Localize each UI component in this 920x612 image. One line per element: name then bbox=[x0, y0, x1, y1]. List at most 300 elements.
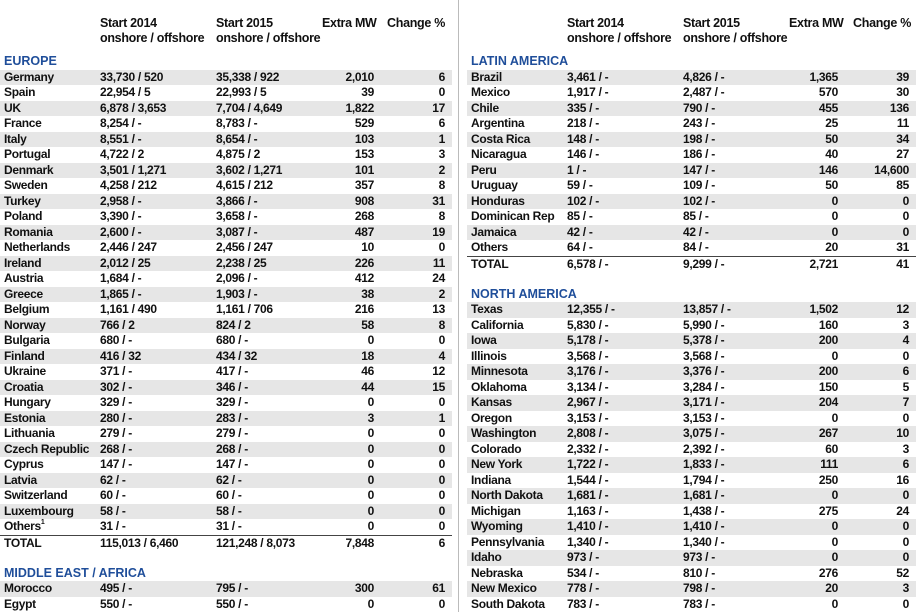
cell-extra-mw: 0 bbox=[367, 472, 374, 487]
table-row bbox=[0, 457, 452, 473]
table-row bbox=[0, 349, 452, 365]
cell-start-2014: 3,134 / - bbox=[567, 379, 609, 394]
row-label: Michigan bbox=[471, 503, 521, 518]
row-label: Iowa bbox=[471, 333, 497, 347]
cell-start-2014: 115,013 / 6,460 bbox=[100, 535, 179, 550]
cell-start-2015: 1,794 / - bbox=[683, 472, 725, 487]
cell-start-2014: 1,917 / - bbox=[567, 85, 609, 99]
cell-extra-mw: 2,721 bbox=[809, 256, 838, 271]
cell-extra-mw: 275 bbox=[818, 503, 838, 518]
cell-extra-mw: 0 bbox=[831, 410, 838, 425]
cell-start-2014: 2,600 / - bbox=[100, 224, 142, 239]
table-row bbox=[467, 70, 916, 86]
table-row bbox=[467, 116, 916, 132]
cell-start-2015: 5,990 / - bbox=[683, 317, 725, 332]
cell-start-2014: 12,355 / - bbox=[567, 302, 615, 316]
cell-change-pct: 10 bbox=[896, 426, 909, 440]
cell-start-2015: 147 / - bbox=[683, 162, 715, 177]
cell-extra-mw: 0 bbox=[367, 519, 374, 533]
cell-change-pct: 11 bbox=[432, 255, 445, 270]
cell-start-2015: 4,826 / - bbox=[683, 69, 725, 84]
cell-extra-mw: 50 bbox=[825, 131, 838, 146]
cell-start-2014: 335 / - bbox=[567, 100, 599, 115]
cell-start-2014: 146 / - bbox=[567, 147, 599, 161]
cell-start-2015: 102 / - bbox=[683, 193, 715, 208]
cell-extra-mw: 357 bbox=[354, 178, 374, 192]
cell-extra-mw: 160 bbox=[818, 317, 838, 332]
cell-start-2015: 13,857 / - bbox=[683, 302, 731, 316]
cell-start-2014: 3,176 / - bbox=[567, 364, 609, 378]
row-label: Czech Republic bbox=[4, 441, 90, 456]
cell-change-pct: 2 bbox=[438, 286, 445, 301]
cell-start-2014: 1,681 / - bbox=[567, 488, 609, 502]
table-row bbox=[0, 442, 452, 458]
footnote-marker: 1 bbox=[40, 519, 45, 526]
row-label: Peru bbox=[471, 162, 497, 177]
cell-start-2015: 186 / - bbox=[683, 147, 715, 161]
cell-start-2015: 279 / - bbox=[216, 426, 248, 440]
row-label: Turkey bbox=[4, 193, 41, 208]
table-row bbox=[0, 504, 452, 520]
table-row bbox=[0, 488, 452, 504]
row-label: Costa Rica bbox=[471, 131, 531, 146]
cell-start-2014: 534 / - bbox=[567, 565, 599, 580]
cell-change-pct: 0 bbox=[902, 224, 909, 239]
cell-extra-mw: 216 bbox=[354, 302, 374, 316]
cell-change-pct: 6 bbox=[902, 364, 909, 378]
cell-start-2015: 1,438 / - bbox=[683, 503, 725, 518]
cell-change-pct: 0 bbox=[902, 410, 909, 425]
cell-extra-mw: 204 bbox=[818, 395, 838, 409]
cell-start-2015: 5,378 / - bbox=[683, 333, 725, 347]
row-label: Hungary bbox=[4, 395, 51, 409]
cell-start-2014: 4,258 / 212 bbox=[100, 178, 157, 192]
cell-change-pct: 31 bbox=[896, 240, 909, 254]
cell-start-2015: 680 / - bbox=[216, 333, 248, 347]
row-label: Finland bbox=[4, 348, 45, 363]
table-row bbox=[467, 163, 916, 179]
cell-start-2014: 371 / - bbox=[100, 364, 132, 378]
cell-start-2014: 329 / - bbox=[100, 395, 132, 409]
cell-start-2015: 1,410 / - bbox=[683, 519, 725, 533]
cell-start-2015: 798 / - bbox=[683, 581, 715, 595]
right-table bbox=[467, 0, 916, 612]
cell-start-2014: 550 / - bbox=[100, 596, 132, 611]
table-row bbox=[0, 426, 452, 442]
cell-change-pct: 31 bbox=[432, 193, 445, 208]
cell-start-2014: 8,254 / - bbox=[100, 116, 142, 130]
cell-change-pct: 30 bbox=[896, 85, 909, 99]
cell-extra-mw: 153 bbox=[354, 147, 374, 161]
row-label: California bbox=[471, 317, 524, 332]
cell-change-pct: 7 bbox=[902, 395, 909, 409]
cell-extra-mw: 0 bbox=[831, 193, 838, 208]
row-label: Pennsylvania bbox=[471, 534, 545, 549]
cell-start-2015: 790 / - bbox=[683, 100, 715, 115]
table-row bbox=[0, 132, 452, 148]
cell-extra-mw: 268 bbox=[354, 209, 374, 223]
cell-start-2014: 783 / - bbox=[567, 596, 599, 611]
cell-start-2015: 8,783 / - bbox=[216, 116, 258, 130]
cell-extra-mw: 101 bbox=[354, 162, 374, 177]
table-row bbox=[467, 132, 916, 148]
cell-change-pct: 12 bbox=[896, 302, 909, 316]
cell-start-2015: 2,238 / 25 bbox=[216, 255, 267, 270]
cell-start-2015: 84 / - bbox=[683, 240, 709, 254]
cell-start-2014: 5,830 / - bbox=[567, 317, 609, 332]
cell-change-pct: 39 bbox=[896, 69, 909, 84]
cell-start-2015: 62 / - bbox=[216, 472, 242, 487]
cell-start-2015: 2,456 / 247 bbox=[216, 240, 273, 254]
cell-start-2014: 1,163 / - bbox=[567, 503, 609, 518]
table-row bbox=[467, 101, 916, 117]
cell-extra-mw: 1,502 bbox=[809, 302, 838, 316]
table-row bbox=[0, 380, 452, 396]
section-heading bbox=[467, 287, 916, 303]
row-label: Sweden bbox=[4, 178, 48, 192]
row-label: Nicaragua bbox=[471, 147, 527, 161]
cell-start-2014: 59 / - bbox=[567, 178, 593, 192]
cell-start-2015: 147 / - bbox=[216, 457, 248, 471]
cell-start-2015: 198 / - bbox=[683, 131, 715, 146]
cell-change-pct: 136 bbox=[889, 100, 909, 115]
table-row bbox=[0, 395, 452, 411]
row-label: TOTAL bbox=[471, 256, 509, 271]
header-extra-mw: Extra MW bbox=[322, 16, 377, 30]
section-title: EUROPE bbox=[4, 54, 57, 68]
cell-change-pct: 52 bbox=[896, 565, 909, 580]
table-row bbox=[467, 225, 916, 241]
cell-extra-mw: 50 bbox=[825, 178, 838, 192]
cell-start-2015: 1,833 / - bbox=[683, 457, 725, 471]
section-title: MIDDLE EAST / AFRICA bbox=[4, 565, 146, 580]
cell-start-2014: 778 / - bbox=[567, 581, 599, 595]
table-row bbox=[0, 271, 452, 287]
cell-change-pct: 6 bbox=[438, 116, 445, 130]
cell-extra-mw: 908 bbox=[354, 193, 374, 208]
row-label: Chile bbox=[471, 100, 499, 115]
cell-start-2015: 795 / - bbox=[216, 581, 248, 595]
cell-change-pct: 0 bbox=[902, 488, 909, 502]
cell-change-pct: 0 bbox=[438, 426, 445, 440]
row-label: Croatia bbox=[4, 379, 44, 394]
cell-start-2015: 3,087 / - bbox=[216, 224, 258, 239]
cell-extra-mw: 267 bbox=[818, 426, 838, 440]
cell-start-2015: 85 / - bbox=[683, 209, 709, 223]
cell-start-2015: 3,153 / - bbox=[683, 410, 725, 425]
cell-extra-mw: 38 bbox=[361, 286, 374, 301]
cell-start-2014: 280 / - bbox=[100, 410, 132, 425]
left-table bbox=[0, 0, 452, 612]
cell-start-2015: 8,654 / - bbox=[216, 131, 258, 146]
table-row bbox=[0, 597, 452, 612]
table-row bbox=[467, 318, 916, 334]
cell-change-pct: 0 bbox=[902, 596, 909, 611]
table-row bbox=[0, 101, 452, 117]
cell-start-2015: 3,171 / - bbox=[683, 395, 725, 409]
cell-start-2014: 2,808 / - bbox=[567, 426, 609, 440]
row-label: Others$^1$ bbox=[4, 519, 45, 533]
cell-start-2015: 121,248 / 8,073 bbox=[216, 535, 295, 550]
cell-extra-mw: 412 bbox=[354, 271, 374, 285]
row-label: Uruguay bbox=[471, 178, 518, 192]
row-label: Minnesota bbox=[471, 364, 528, 378]
header-start-2015: Start 2015 onshore / offshore bbox=[683, 16, 788, 45]
table-header bbox=[467, 0, 916, 54]
table-row bbox=[0, 70, 452, 86]
table-row bbox=[0, 302, 452, 318]
table-row bbox=[0, 581, 452, 597]
cell-change-pct: 0 bbox=[438, 596, 445, 611]
cell-change-pct: 0 bbox=[902, 348, 909, 363]
row-label: Netherlands bbox=[4, 240, 71, 254]
cell-change-pct: 13 bbox=[432, 302, 445, 316]
cell-change-pct: 0 bbox=[438, 240, 445, 254]
row-label: South Dakota bbox=[471, 596, 545, 611]
cell-change-pct: 8 bbox=[438, 317, 445, 332]
row-label: Estonia bbox=[4, 410, 46, 425]
cell-start-2014: 2,332 / - bbox=[567, 441, 609, 456]
cell-start-2014: 3,153 / - bbox=[567, 410, 609, 425]
cell-extra-mw: 20 bbox=[825, 581, 838, 595]
table-row bbox=[0, 163, 452, 179]
row-label: Indiana bbox=[471, 472, 511, 487]
row-label: Belgium bbox=[4, 302, 50, 316]
table-row bbox=[0, 240, 452, 256]
cell-change-pct: 17 bbox=[432, 100, 445, 115]
cell-start-2015: 3,866 / - bbox=[216, 193, 258, 208]
cell-start-2014: 147 / - bbox=[100, 457, 132, 471]
right-rows bbox=[467, 54, 916, 612]
cell-start-2015: 810 / - bbox=[683, 565, 715, 580]
row-label: France bbox=[4, 116, 42, 130]
cell-extra-mw: 0 bbox=[367, 488, 374, 502]
cell-extra-mw: 487 bbox=[354, 224, 374, 239]
section-title: LATIN AMERICA bbox=[471, 54, 569, 68]
cell-start-2015: 31 / - bbox=[216, 519, 242, 533]
table-row bbox=[467, 566, 916, 582]
cell-change-pct: 0 bbox=[902, 519, 909, 533]
cell-extra-mw: 46 bbox=[361, 364, 374, 378]
cell-start-2014: 22,954 / 5 bbox=[100, 85, 151, 99]
row-label: Dominican Rep bbox=[471, 209, 555, 223]
cell-extra-mw: 0 bbox=[831, 550, 838, 564]
cell-start-2015: 60 / - bbox=[216, 488, 242, 502]
row-label: Spain bbox=[4, 85, 36, 99]
cell-extra-mw: 0 bbox=[367, 426, 374, 440]
cell-start-2015: 3,568 / - bbox=[683, 348, 725, 363]
table-row bbox=[467, 364, 916, 380]
row-label: Morocco bbox=[4, 581, 52, 595]
cell-change-pct: 0 bbox=[438, 488, 445, 502]
cell-start-2014: 62 / - bbox=[100, 472, 126, 487]
cell-start-2015: 1,161 / 706 bbox=[216, 302, 273, 316]
cell-start-2015: 434 / 32 bbox=[216, 348, 257, 363]
row-label: Oregon bbox=[471, 410, 512, 425]
cell-change-pct: 0 bbox=[438, 457, 445, 471]
cell-extra-mw: 44 bbox=[361, 379, 374, 394]
row-label: Luxembourg bbox=[4, 503, 74, 518]
table-row bbox=[0, 256, 452, 272]
cell-start-2014: 218 / - bbox=[567, 116, 599, 130]
cell-start-2015: 2,487 / - bbox=[683, 85, 725, 99]
cell-change-pct: 1 bbox=[438, 410, 445, 425]
row-label: Jamaica bbox=[471, 224, 517, 239]
cell-extra-mw: 0 bbox=[367, 503, 374, 518]
table-row bbox=[0, 411, 452, 427]
row-label: Portugal bbox=[4, 147, 51, 161]
table-row bbox=[0, 333, 452, 349]
cell-extra-mw: 111 bbox=[820, 457, 838, 471]
table-row bbox=[467, 240, 916, 256]
row-label: Italy bbox=[4, 131, 27, 146]
cell-extra-mw: 0 bbox=[831, 534, 838, 549]
cell-change-pct: 3 bbox=[438, 147, 445, 161]
cell-extra-mw: 25 bbox=[825, 116, 838, 130]
cell-extra-mw: 1,822 bbox=[345, 100, 374, 115]
total-row bbox=[467, 256, 916, 273]
table-row bbox=[0, 364, 452, 380]
total-row bbox=[0, 535, 452, 552]
cell-extra-mw: 0 bbox=[367, 596, 374, 611]
cell-start-2014: 268 / - bbox=[100, 441, 132, 456]
cell-start-2014: 1 / - bbox=[567, 162, 587, 177]
row-label: Wyoming bbox=[471, 519, 523, 533]
cell-extra-mw: 570 bbox=[818, 85, 838, 99]
cell-change-pct: 19 bbox=[432, 224, 445, 239]
header-extra-mw: Extra MW bbox=[789, 16, 844, 30]
cell-start-2014: 1,410 / - bbox=[567, 519, 609, 533]
table-row bbox=[467, 550, 916, 566]
table-row bbox=[467, 194, 916, 210]
row-label: Romania bbox=[4, 224, 53, 239]
cell-start-2015: 1,681 / - bbox=[683, 488, 725, 502]
table-row bbox=[467, 349, 916, 365]
cell-extra-mw: 250 bbox=[818, 472, 838, 487]
section-gap bbox=[467, 273, 916, 287]
row-label: Texas bbox=[471, 302, 503, 316]
cell-extra-mw: 276 bbox=[818, 565, 838, 580]
cell-extra-mw: 300 bbox=[354, 581, 374, 595]
cell-start-2014: 31 / - bbox=[100, 519, 126, 533]
table-row bbox=[467, 519, 916, 535]
cell-change-pct: 85 bbox=[896, 178, 909, 192]
row-label: Denmark bbox=[4, 162, 54, 177]
cell-start-2014: 3,390 / - bbox=[100, 209, 142, 223]
header-change-pct: Change % bbox=[387, 16, 446, 30]
row-label: Nebraska bbox=[471, 565, 523, 580]
cell-start-2014: 42 / - bbox=[567, 224, 593, 239]
cell-start-2015: 4,875 / 2 bbox=[216, 147, 261, 161]
cell-change-pct: 14,600 bbox=[874, 162, 909, 177]
cell-change-pct: 4 bbox=[902, 333, 909, 347]
cell-start-2015: 283 / - bbox=[216, 410, 248, 425]
table-row bbox=[0, 287, 452, 303]
row-label: Kansas bbox=[471, 395, 512, 409]
row-label: North Dakota bbox=[471, 488, 543, 502]
table-row bbox=[0, 194, 452, 210]
cell-start-2014: 2,446 / 247 bbox=[100, 240, 157, 254]
row-label: UK bbox=[4, 100, 21, 115]
cell-extra-mw: 58 bbox=[361, 317, 374, 332]
cell-change-pct: 6 bbox=[438, 535, 445, 550]
table-row bbox=[0, 116, 452, 132]
cell-extra-mw: 60 bbox=[825, 441, 838, 456]
cell-start-2014: 1,340 / - bbox=[567, 534, 609, 549]
table-row bbox=[467, 473, 916, 489]
cell-extra-mw: 10 bbox=[361, 240, 374, 254]
cell-change-pct: 8 bbox=[438, 178, 445, 192]
row-label: Idaho bbox=[471, 550, 502, 564]
cell-start-2014: 1,865 / - bbox=[100, 286, 142, 301]
cell-start-2015: 329 / - bbox=[216, 395, 248, 409]
table-row bbox=[467, 147, 916, 163]
cell-extra-mw: 529 bbox=[354, 116, 374, 130]
left-rows bbox=[0, 54, 452, 612]
cell-extra-mw: 0 bbox=[367, 457, 374, 471]
table-row bbox=[467, 457, 916, 473]
header-change-pct: Change % bbox=[853, 16, 912, 30]
row-label: Bulgaria bbox=[4, 333, 50, 347]
table-row bbox=[467, 411, 916, 427]
cell-start-2014: 64 / - bbox=[567, 240, 593, 254]
header-start-2014: Start 2014 onshore / offshore bbox=[567, 16, 672, 45]
cell-extra-mw: 3 bbox=[367, 410, 374, 425]
cell-change-pct: 11 bbox=[896, 116, 909, 130]
cell-start-2014: 2,012 / 25 bbox=[100, 255, 151, 270]
table-row bbox=[0, 225, 452, 241]
row-label: New Mexico bbox=[471, 581, 537, 595]
cell-start-2015: 4,615 / 212 bbox=[216, 178, 273, 192]
cell-start-2014: 416 / 32 bbox=[100, 348, 141, 363]
cell-change-pct: 4 bbox=[438, 348, 445, 363]
cell-start-2014: 6,878 / 3,653 bbox=[100, 100, 167, 115]
cell-extra-mw: 0 bbox=[367, 333, 374, 347]
table-row bbox=[0, 519, 452, 535]
column-divider bbox=[458, 0, 459, 612]
cell-change-pct: 16 bbox=[896, 472, 909, 487]
cell-change-pct: 24 bbox=[896, 503, 909, 518]
cell-extra-mw: 0 bbox=[831, 224, 838, 239]
row-label: Brazil bbox=[471, 69, 502, 84]
table-row bbox=[467, 85, 916, 101]
cell-start-2014: 3,461 / - bbox=[567, 69, 609, 84]
header-start-2015: Start 2015 onshore / offshore bbox=[216, 16, 321, 45]
row-label: Argentina bbox=[471, 116, 525, 130]
cell-start-2014: 6,578 / - bbox=[567, 256, 609, 271]
table-row bbox=[0, 85, 452, 101]
cell-extra-mw: 0 bbox=[831, 488, 838, 502]
cell-change-pct: 27 bbox=[896, 147, 909, 161]
cell-start-2015: 783 / - bbox=[683, 596, 715, 611]
cell-extra-mw: 40 bbox=[825, 147, 838, 161]
cell-start-2014: 1,544 / - bbox=[567, 472, 609, 487]
cell-change-pct: 0 bbox=[438, 333, 445, 347]
cell-start-2014: 2,967 / - bbox=[567, 395, 609, 409]
cell-start-2015: 1,340 / - bbox=[683, 534, 725, 549]
row-label: Cyprus bbox=[4, 457, 44, 471]
row-label: Ireland bbox=[4, 255, 42, 270]
cell-change-pct: 0 bbox=[438, 503, 445, 518]
cell-start-2015: 824 / 2 bbox=[216, 317, 251, 332]
row-label: Norway bbox=[4, 317, 46, 332]
row-label: Oklahoma bbox=[471, 379, 527, 394]
section-title: NORTH AMERICA bbox=[471, 286, 577, 301]
cell-start-2014: 33,730 / 520 bbox=[100, 69, 164, 84]
table-row bbox=[467, 504, 916, 520]
row-label: Poland bbox=[4, 209, 43, 223]
row-label: Latvia bbox=[4, 472, 37, 487]
